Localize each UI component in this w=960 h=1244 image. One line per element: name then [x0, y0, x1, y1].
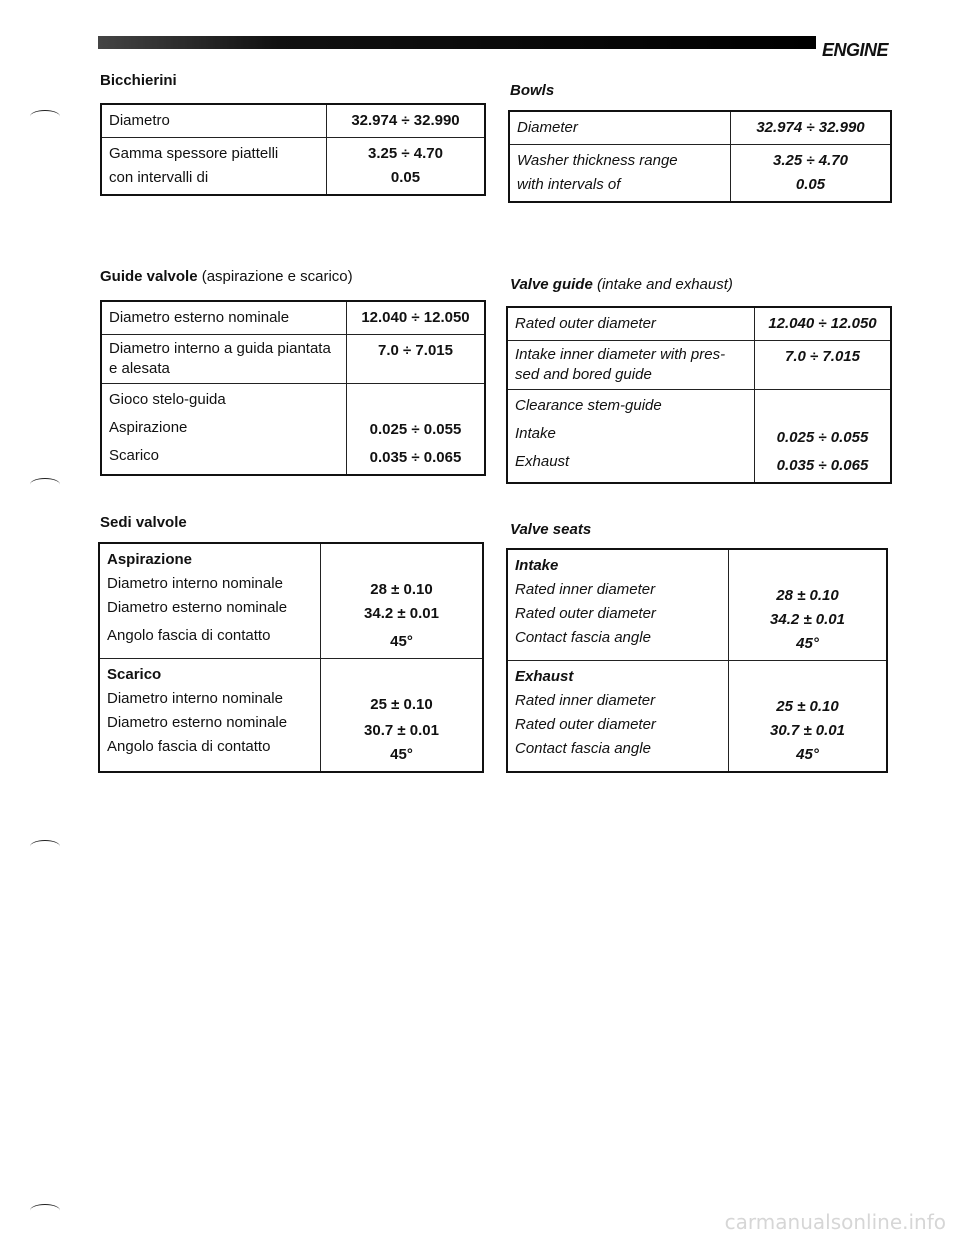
table-cell — [327, 138, 486, 196]
row-value: 0.05 — [795, 176, 826, 193]
row-value: 34.2 ± 0.01 — [770, 611, 845, 628]
table-cell — [729, 549, 888, 661]
row-label: Intake — [515, 425, 556, 442]
row-label: Diametro esterno nominale — [109, 309, 290, 326]
table-cell — [101, 384, 347, 476]
title-main: Guide valvole — [100, 268, 198, 285]
table-cell — [507, 307, 755, 341]
group-heading: Scarico — [107, 666, 162, 683]
row-label: con intervalli di — [109, 169, 209, 186]
row-value: 45° — [796, 635, 819, 652]
row-label: with intervals of — [517, 176, 621, 193]
title-sub: (aspirazione e scarico) — [201, 268, 353, 285]
group-heading: Intake — [515, 557, 559, 574]
section-title-valve-seats: Valve seats — [510, 521, 592, 538]
table-cell — [755, 341, 892, 390]
table-cell — [509, 111, 731, 145]
table-cell — [99, 543, 321, 659]
row-value: 45° — [390, 633, 413, 650]
seats-table-en — [506, 548, 888, 773]
group-heading: Aspirazione — [107, 551, 193, 568]
margin-mark — [30, 840, 60, 853]
row-label: Rated outer diameter — [515, 315, 656, 332]
margin-mark — [30, 1204, 60, 1217]
table-cell — [729, 661, 888, 773]
row-value: 28 ± 0.10 — [370, 581, 433, 598]
page-header-title: ENGINE — [822, 40, 889, 60]
row-value: 28 ± 0.10 — [776, 587, 839, 604]
row-label: Intake inner diameter with pres- — [515, 346, 726, 363]
table-cell — [101, 301, 347, 335]
row-value: 0.035 ÷ 0.065 — [776, 457, 869, 474]
table-cell — [347, 384, 486, 476]
section-title-guide-valvole — [100, 268, 353, 285]
table-cell — [99, 659, 321, 773]
title-sub: (intake and exhaust) — [596, 276, 733, 293]
table-cell — [101, 104, 327, 138]
row-label: Diametro esterno nominale — [107, 714, 288, 731]
row-label: Diametro — [109, 112, 170, 129]
row-label: Contact fascia angle — [515, 629, 651, 646]
margin-mark — [30, 110, 60, 123]
table-cell — [347, 335, 486, 384]
table-cell — [509, 145, 731, 203]
row-value: 34.2 ± 0.01 — [364, 605, 439, 622]
table-cell — [507, 390, 755, 484]
table-cell — [321, 543, 484, 659]
row-label: Washer thickness range — [517, 152, 678, 169]
row-label: Diameter — [517, 119, 578, 136]
row-value: 30.7 ± 0.01 — [364, 722, 439, 739]
table-cell — [507, 341, 755, 390]
header-bar — [98, 36, 816, 49]
row-value: 0.05 — [390, 169, 421, 186]
row-label: Diametro interno nominale — [107, 575, 283, 592]
row-label: e alesata — [109, 360, 170, 377]
row-value: 7.0 ÷ 7.015 — [378, 342, 453, 359]
table-cell — [101, 335, 347, 384]
table-cell — [327, 104, 486, 138]
row-label: Clearance stem-guide — [515, 397, 662, 414]
row-label: Angolo fascia di contatto — [107, 627, 271, 644]
row-value: 7.0 ÷ 7.015 — [785, 348, 860, 365]
row-label: Gioco stelo-guida — [109, 391, 226, 408]
row-label: Rated outer diameter — [515, 605, 656, 622]
row-value: 12.040 ÷ 12.050 — [768, 315, 877, 332]
row-value: 12.040 ÷ 12.050 — [361, 309, 470, 326]
row-label: Exhaust — [515, 453, 570, 470]
row-label: Angolo fascia di contatto — [107, 738, 271, 755]
group-heading: Exhaust — [515, 668, 574, 685]
row-label: Scarico — [109, 447, 160, 464]
table-cell — [731, 111, 892, 145]
row-value: 3.25 ÷ 4.70 — [773, 152, 848, 169]
row-value: 0.025 ÷ 0.055 — [776, 429, 869, 446]
table-cell — [507, 549, 729, 661]
section-title-bicchierini: Bicchierini — [100, 72, 177, 89]
table-cell — [731, 145, 892, 203]
section-title-valve-guide — [510, 276, 733, 293]
row-label: Diametro interno nominale — [107, 690, 283, 707]
row-value: 45° — [390, 746, 413, 763]
table-cell — [507, 661, 729, 773]
section-title-bowls: Bowls — [510, 82, 555, 99]
row-label: Aspirazione — [109, 419, 188, 436]
row-value: 0.035 ÷ 0.065 — [369, 449, 462, 466]
row-value: 32.974 ÷ 32.990 — [756, 119, 865, 136]
table-cell — [755, 307, 892, 341]
row-label: Rated inner diameter — [515, 692, 656, 709]
row-value: 25 ± 0.10 — [776, 698, 839, 715]
title-main: Valve guide — [510, 276, 593, 293]
table-cell — [321, 659, 484, 773]
guides-table-en — [506, 306, 892, 484]
table-cell — [101, 138, 327, 196]
table-cell — [347, 301, 486, 335]
margin-mark — [30, 478, 60, 491]
bowls-table-en — [508, 110, 892, 203]
row-value: 3.25 ÷ 4.70 — [368, 145, 443, 162]
table-cell — [755, 390, 892, 484]
row-value: 45° — [796, 746, 819, 763]
row-label: Gamma spessore piattelli — [109, 145, 279, 162]
watermark: carmanualsonline.info — [724, 1210, 946, 1234]
bowls-table-it — [100, 103, 486, 196]
row-value: 25 ± 0.10 — [370, 696, 433, 713]
row-label: Diametro esterno nominale — [107, 599, 288, 616]
row-value: 32.974 ÷ 32.990 — [351, 112, 460, 129]
row-value: 0.025 ÷ 0.055 — [369, 421, 462, 438]
row-label: Rated outer diameter — [515, 716, 656, 733]
row-label: Contact fascia angle — [515, 740, 651, 757]
row-label: Rated inner diameter — [515, 581, 656, 598]
row-value: 30.7 ± 0.01 — [770, 722, 845, 739]
guides-table-it — [100, 300, 486, 476]
row-label: Diametro interno a guida piantata — [109, 340, 331, 357]
seats-table-it — [98, 542, 484, 773]
row-label: sed and bored guide — [515, 366, 652, 383]
section-title-sedi-valvole: Sedi valvole — [100, 514, 187, 531]
